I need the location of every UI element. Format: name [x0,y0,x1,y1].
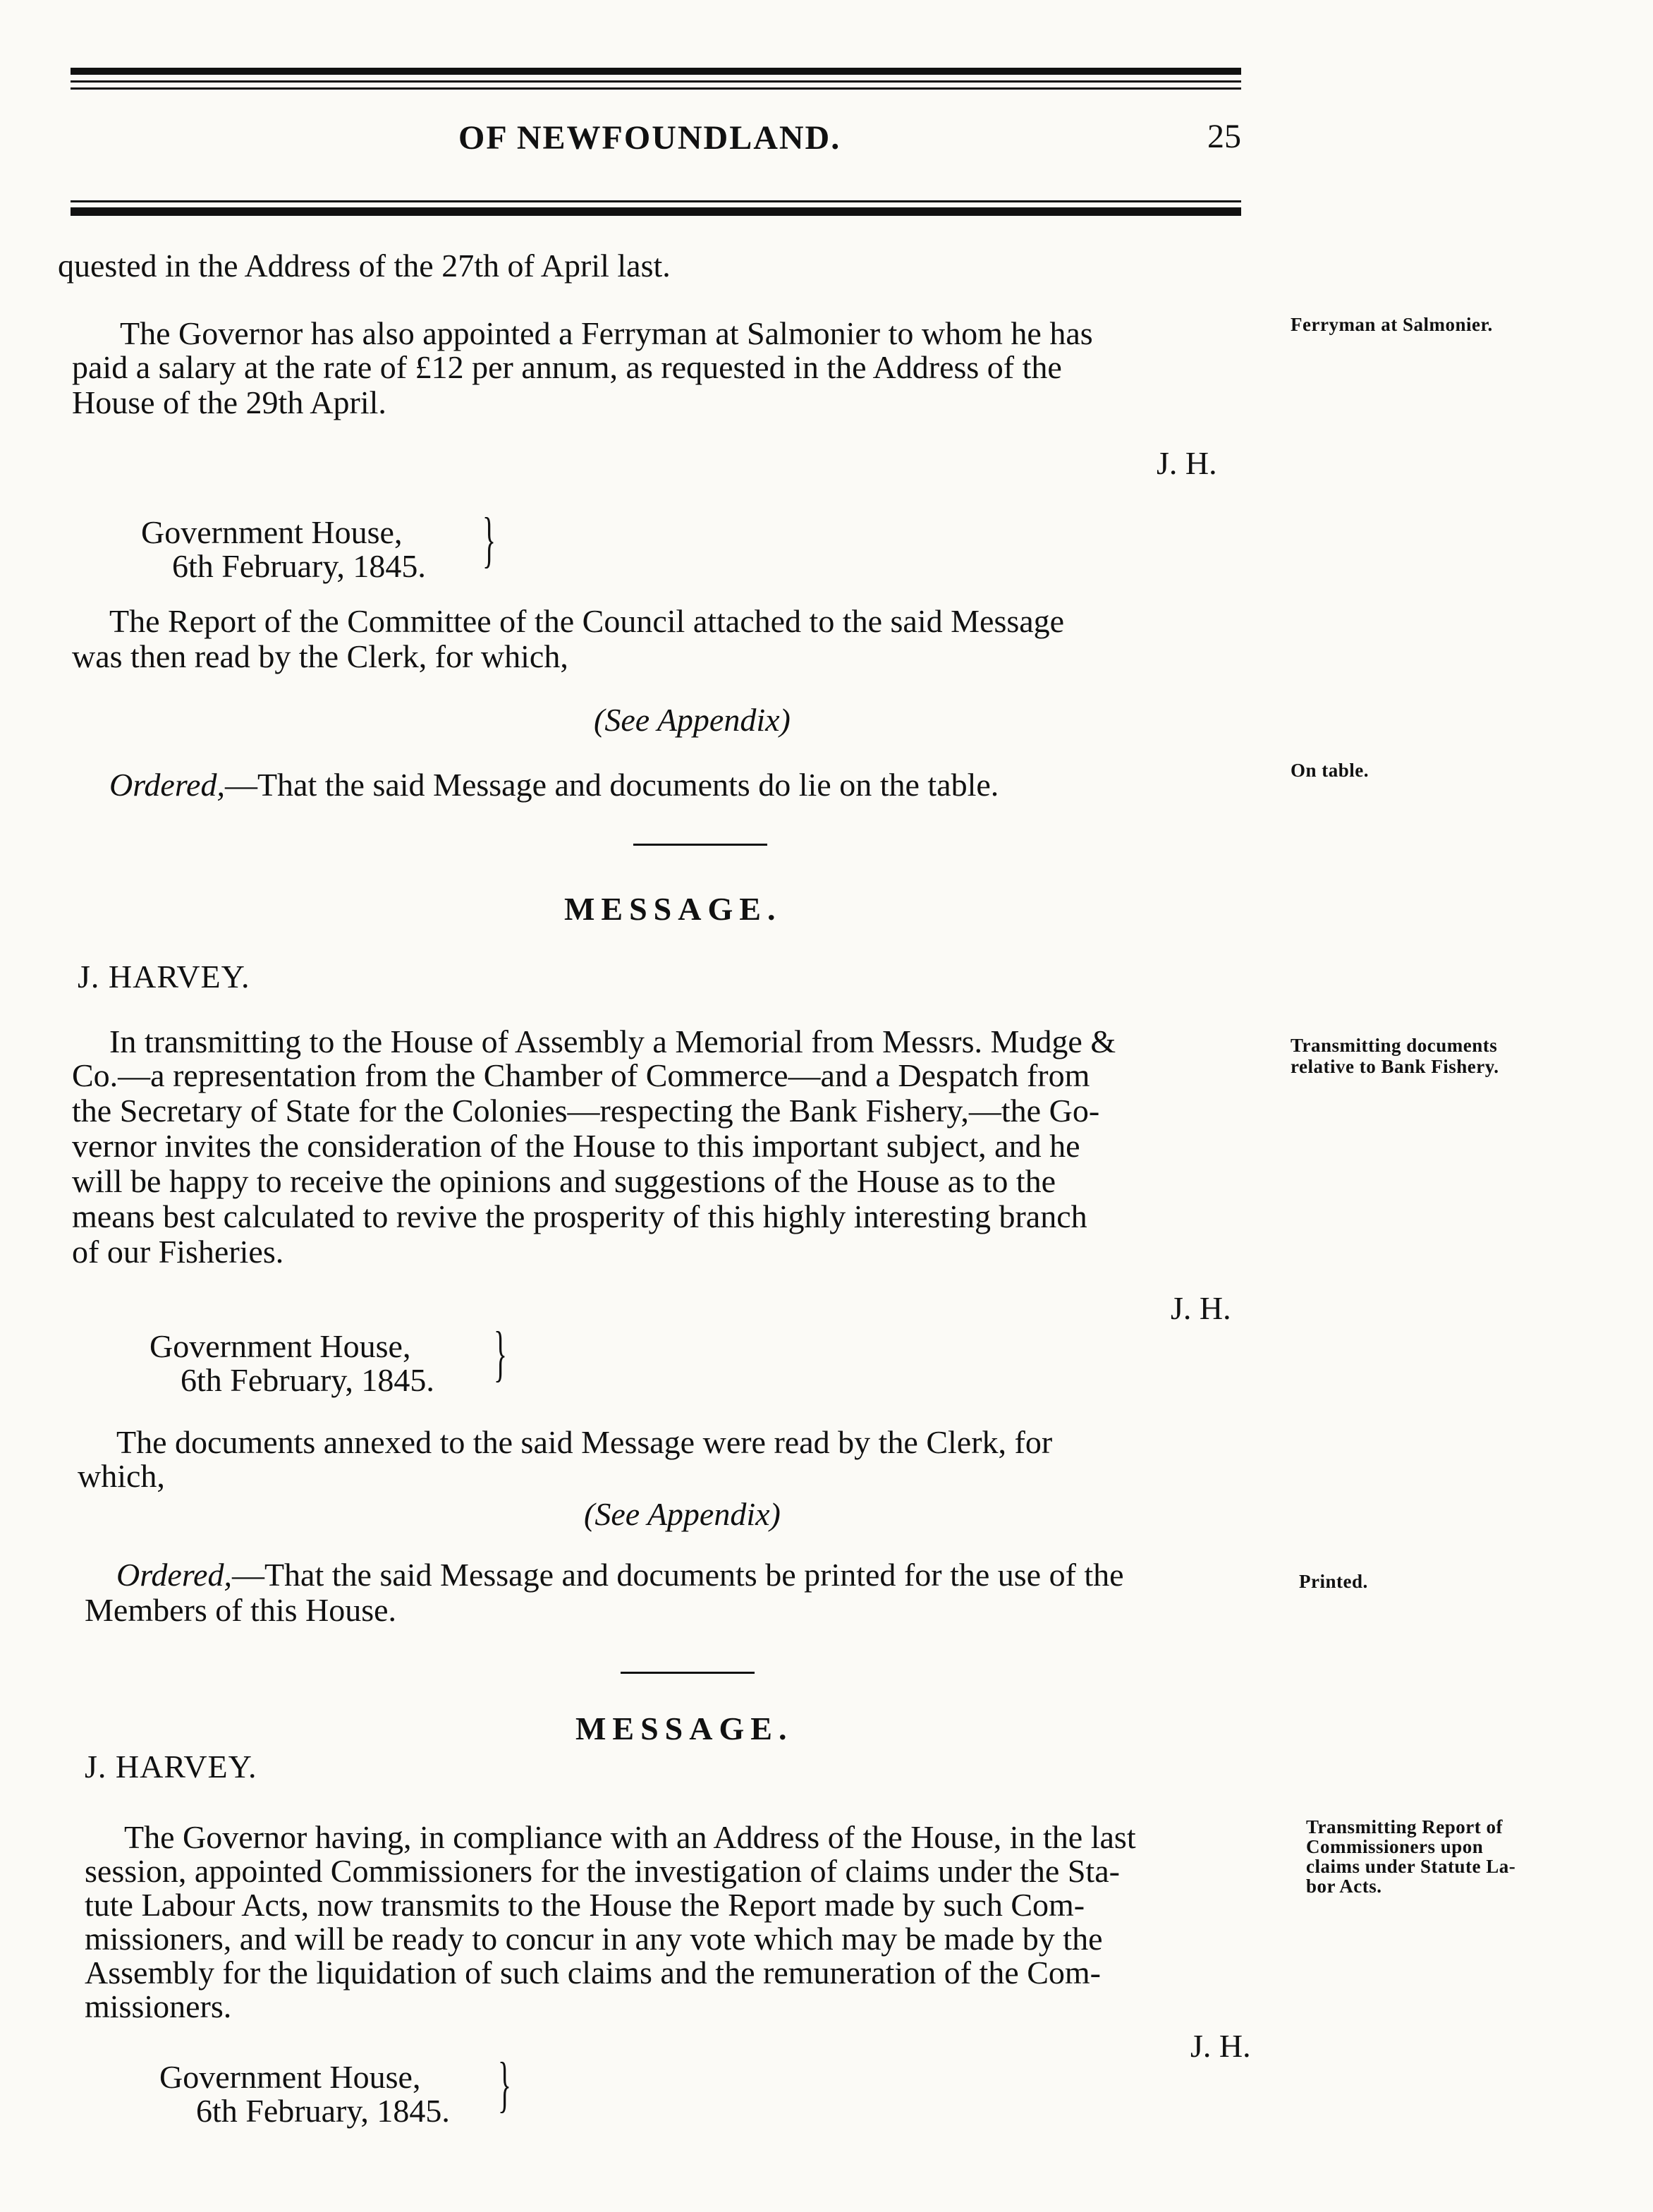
text-line: The Governor has also appointed a Ferryman at Salmonier to whom he has [120,315,1093,351]
see-appendix: (See Appendix) [594,702,791,738]
text-line: of our Fisheries. [72,1234,284,1270]
header-rule-bottom-thick [71,207,1241,216]
header-rule-top-thin-2 [71,87,1241,90]
header-rule-top-thin [71,80,1241,83]
margin-note-fishery: Transmitting documents [1291,1035,1498,1056]
dateline-place: Government House, [141,514,403,550]
ordered-label: Ordered, [116,1557,232,1593]
text-line: The Report of the Committee of the Council attached to the said Message [109,603,1065,639]
ordered-line [109,767,999,803]
header-rule-top-thick [71,68,1241,75]
brace: } [498,2050,512,2119]
signature-initials: J. H. [1171,1290,1231,1326]
message-heading: MESSAGE. [575,1710,793,1746]
text-line: The documents annexed to the said Message were read by the Clerk, for [116,1424,1053,1460]
text-line: which, [78,1458,165,1494]
message-signatory: J. HARVEY. [78,959,250,995]
text-line: House of the 29th April. [72,384,386,420]
see-appendix: (See Appendix) [584,1496,781,1532]
message-signatory: J. HARVEY. [85,1749,257,1785]
text-line: means best calculated to revive the prosperity of this highly interesting branch [72,1198,1087,1234]
text-line: Members of this House. [85,1592,397,1628]
margin-note-statute: bor Acts. [1306,1876,1382,1897]
header-rule-bottom-thin [71,200,1241,202]
ordered-text: —That the said Message and documents do lie on the table. [224,767,999,803]
margin-note-on-table: On table. [1291,760,1370,781]
dateline-date: 6th February, 1845. [172,548,426,584]
dateline-date: 6th February, 1845. [181,1362,434,1398]
text-line: will be happy to receive the opinions and suggestions of the House as to the [72,1163,1056,1199]
message-heading: MESSAGE. [564,891,782,927]
text-line: tute Labour Acts, now transmits to the House the Report made by such Com- [85,1887,1085,1923]
text-line: missioners, and will be ready to concur in any vote which may be made by the [85,1921,1103,1957]
text-line: paid a salary at the rate of £12 per annum, as requested in the Address of the [72,349,1062,385]
text-line: the Secretary of State for the Colonies—respecting the Bank Fishery,—the Go- [72,1093,1100,1129]
margin-note-ferryman: Ferryman at Salmonier. [1291,314,1493,335]
dateline-place: Government House, [150,1328,411,1364]
margin-note-statute: Commissioners upon [1306,1836,1484,1857]
text-line: was then read by the Clerk, for which, [72,638,568,674]
text-line: session, appointed Commissioners for the investigation of claims under the Sta- [85,1853,1120,1889]
running-title: OF NEWFOUNDLAND. [458,119,841,157]
brace: } [482,506,496,574]
ordered-line [116,1557,1124,1593]
signature-initials: J. H. [1190,2028,1251,2064]
signature-initials: J. H. [1157,445,1217,481]
dateline-place: Government House, [159,2059,421,2095]
separator-rule [633,844,767,846]
ordered-label: Ordered, [109,767,225,803]
text-line: Assembly for the liquidation of such claims and the remuneration of the Com- [85,1955,1102,1991]
dateline-date: 6th February, 1845. [196,2093,450,2129]
ordered-text: —That the said Message and documents be printed for the use of the [231,1557,1124,1593]
text-line: missioners. [85,1988,232,2024]
margin-note-statute: claims under Statute La- [1306,1856,1516,1877]
text-line: In transmitting to the House of Assembly a Memorial from Messrs. Mudge & [109,1023,1116,1059]
separator-rule [621,1672,755,1674]
page-number: 25 [1207,118,1241,155]
text-line: quested in the Address of the 27th of April last. [58,248,671,284]
margin-note-printed: Printed. [1299,1571,1368,1592]
text-line: The Governor having, in compliance with an Address of the House, in the last [124,1819,1136,1855]
brace: } [494,1320,508,1388]
text-line: Co.—a representation from the Chamber of Commerce—and a Despatch from [72,1057,1090,1093]
margin-note-fishery: relative to Bank Fishery. [1291,1056,1499,1077]
text-line: vernor invites the consideration of the House to this important subject, and he [72,1128,1080,1164]
margin-note-statute: Transmitting Report of [1306,1816,1503,1837]
